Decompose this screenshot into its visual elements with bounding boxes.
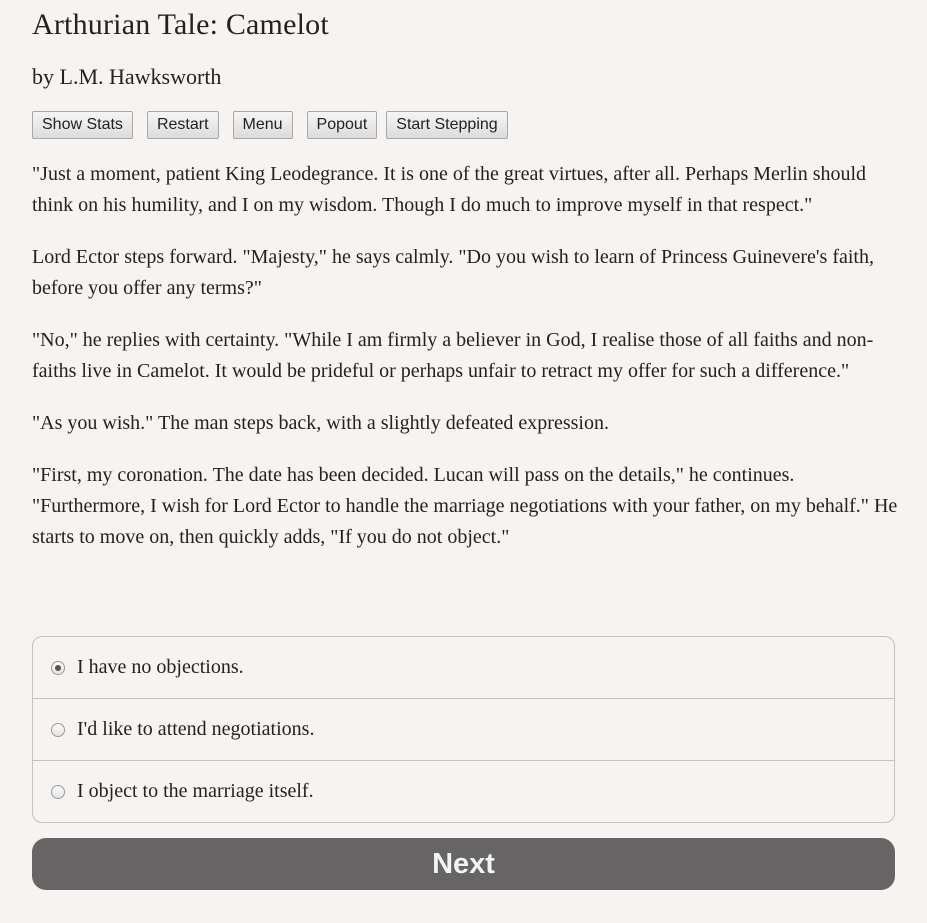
story-paragraph: "Just a moment, patient King Leodegrance. It is one of the great virtues, after all. Perhaps Merlin should think on his humility, and I on my wisdom. Though I do much to improve myself in that respect."	[32, 163, 867, 216]
choice-label: I have no objections.	[77, 656, 244, 678]
story-paragraph: Lord Ector steps forward. "Majesty," he says calmly. "Do you wish to learn of Princess Guinevere's faith, before you offer any terms?"	[32, 246, 874, 299]
popout-button[interactable]: Popout	[307, 111, 378, 139]
story-text	[32, 159, 900, 574]
story-paragraph: "No," he replies with certainty. "While I am firmly a believer in God, I realise those of all faiths and non-faiths live in Camelot. It would be prideful or perhaps unfair to retract my offer for such a difference."	[32, 329, 874, 382]
next-button[interactable]: Next	[32, 838, 895, 890]
restart-button[interactable]: Restart	[147, 111, 219, 139]
choice-list	[32, 636, 895, 823]
author-byline: by L.M. Hawksworth	[32, 64, 222, 89]
choice-label: I object to the marriage itself.	[77, 780, 314, 802]
choice-option-attend-negotiations[interactable]	[33, 698, 894, 760]
show-stats-button[interactable]: Show Stats	[32, 111, 133, 139]
story-paragraph: "First, my coronation. The date has been decided. Lucan will pass on the details," he continues. "Furthermore, I wish for Lord Ector to handle the marriage negotiations with your father, on my behalf." He starts to move on, then quickly adds, "If you do not object."	[32, 464, 898, 548]
start-stepping-button[interactable]: Start Stepping	[386, 111, 507, 139]
choice-option-object-marriage[interactable]	[33, 760, 894, 822]
toolbar	[32, 111, 522, 139]
game-title: Arthurian Tale: Camelot	[32, 8, 329, 41]
radio-button[interactable]	[51, 723, 65, 737]
radio-button-selected[interactable]	[51, 661, 65, 675]
story-paragraph: "As you wish." The man steps back, with a slightly defeated expression.	[32, 412, 609, 434]
choice-option-no-objections[interactable]	[33, 637, 894, 698]
choice-label: I'd like to attend negotiations.	[77, 718, 315, 740]
radio-button[interactable]	[51, 785, 65, 799]
menu-button[interactable]: Menu	[233, 111, 293, 139]
